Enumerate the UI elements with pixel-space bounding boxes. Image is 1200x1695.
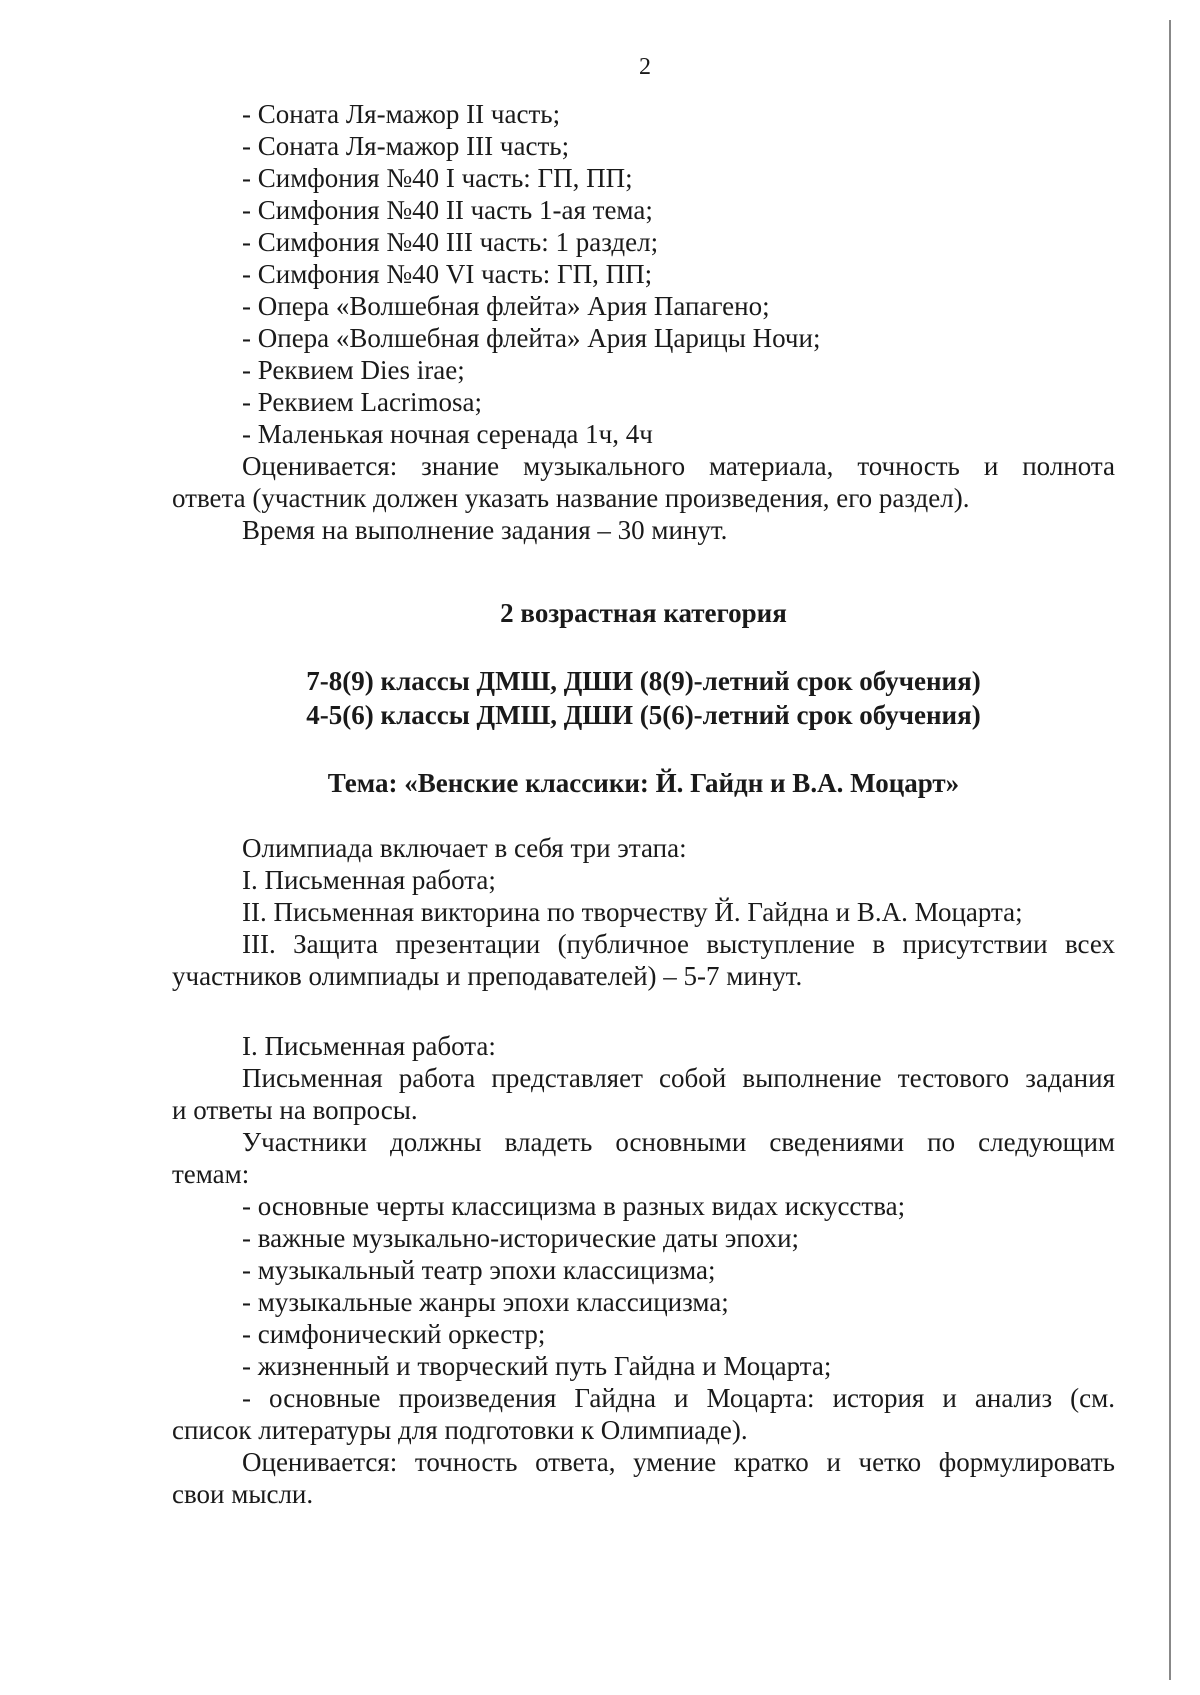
heading-classes-1: 7-8(9) классы ДМШ, ДШИ (8(9)-летний срок обучения) [306, 666, 981, 696]
time-text: Время на выполнение задания – 30 минут. [242, 515, 728, 545]
list-item: - Реквием Dies irae; [242, 355, 465, 385]
paragraph-line: и ответы на вопросы. [172, 1095, 418, 1125]
topic-item: - жизненный и творческий путь Гайдна и Моцарта; [242, 1351, 832, 1381]
evaluation-text-line: свои мысли. [172, 1479, 314, 1509]
written-heading: I. Письменная работа: [242, 1031, 496, 1061]
list-item: - Маленькая ночная серенада 1ч, 4ч [242, 419, 653, 449]
topic-item: - основные черты классицизма в разных видах искусства; [242, 1191, 906, 1221]
list-item: - Опера «Волшебная флейта» Ария Папагено; [242, 291, 770, 321]
topic-item: - важные музыкально-исторические даты эпохи; [242, 1223, 800, 1253]
heading-category: 2 возрастная категория [500, 598, 787, 628]
evaluation-text-line: ответа (участник должен указать название произведения, его раздел). [172, 483, 970, 513]
evaluation-text-line: Оценивается: знание музыкального материала, точность и полнота [242, 451, 1115, 481]
evaluation-text-line: Оценивается: точность ответа, умение кратко и четко формулировать [242, 1447, 1115, 1477]
paragraph-line: Письменная работа представляет собой выполнение тестового задания [242, 1063, 1115, 1093]
heading-theme: Тема: «Венские классики: Й. Гайдн и В.А. Моцарт» [327, 768, 960, 798]
list-item: - Симфония №40 III часть: 1 раздел; [242, 227, 659, 257]
list-item: - Реквием Lacrimosa; [242, 387, 482, 417]
stage-item: II. Письменная викторина по творчеству Й. Гайдна и В.А. Моцарта; [242, 897, 1023, 927]
list-item: - Симфония №40 VI часть: ГП, ПП; [242, 259, 653, 289]
written-work-section [172, 1030, 1115, 1510]
paragraph-line: Участники должны владеть основными сведениями по следующим [242, 1127, 1115, 1157]
stage-item: I. Письменная работа; [242, 865, 496, 895]
paragraph-line: темам: [172, 1159, 250, 1189]
list-item: - Соната Ля-мажор III часть; [242, 131, 570, 161]
topic-item-continuation: список литературы для подготовки к Олимпиаде). [172, 1415, 748, 1445]
page-number: 2 [639, 54, 651, 80]
topic-item: - основные произведения Гайдна и Моцарта: история и анализ (см. [242, 1383, 1115, 1413]
topic-item: - музыкальные жанры эпохи классицизма; [242, 1287, 729, 1317]
top-list [172, 98, 1115, 546]
scan-edge-line [1169, 20, 1171, 1680]
stages-section [172, 832, 1115, 992]
intro-text: Олимпиада включает в себя три этапа: [242, 833, 687, 863]
heading-classes-2: 4-5(6) классы ДМШ, ДШИ (5(6)-летний срок обучения) [306, 700, 981, 730]
list-item: - Симфония №40 II часть 1-ая тема; [242, 195, 653, 225]
stage-item-continuation: участников олимпиады и преподавателей) – 5-7 минут. [172, 961, 803, 991]
list-item: - Опера «Волшебная флейта» Ария Царицы Ночи; [242, 323, 821, 353]
list-item: - Симфония №40 I часть: ГП, ПП; [242, 163, 633, 193]
topic-item: - музыкальный театр эпохи классицизма; [242, 1255, 716, 1285]
topic-item: - симфонический оркестр; [242, 1319, 546, 1349]
list-item: - Соната Ля-мажор II часть; [242, 99, 561, 129]
stage-item: III. Защита презентации (публичное выступление в присутствии всех [242, 929, 1115, 959]
